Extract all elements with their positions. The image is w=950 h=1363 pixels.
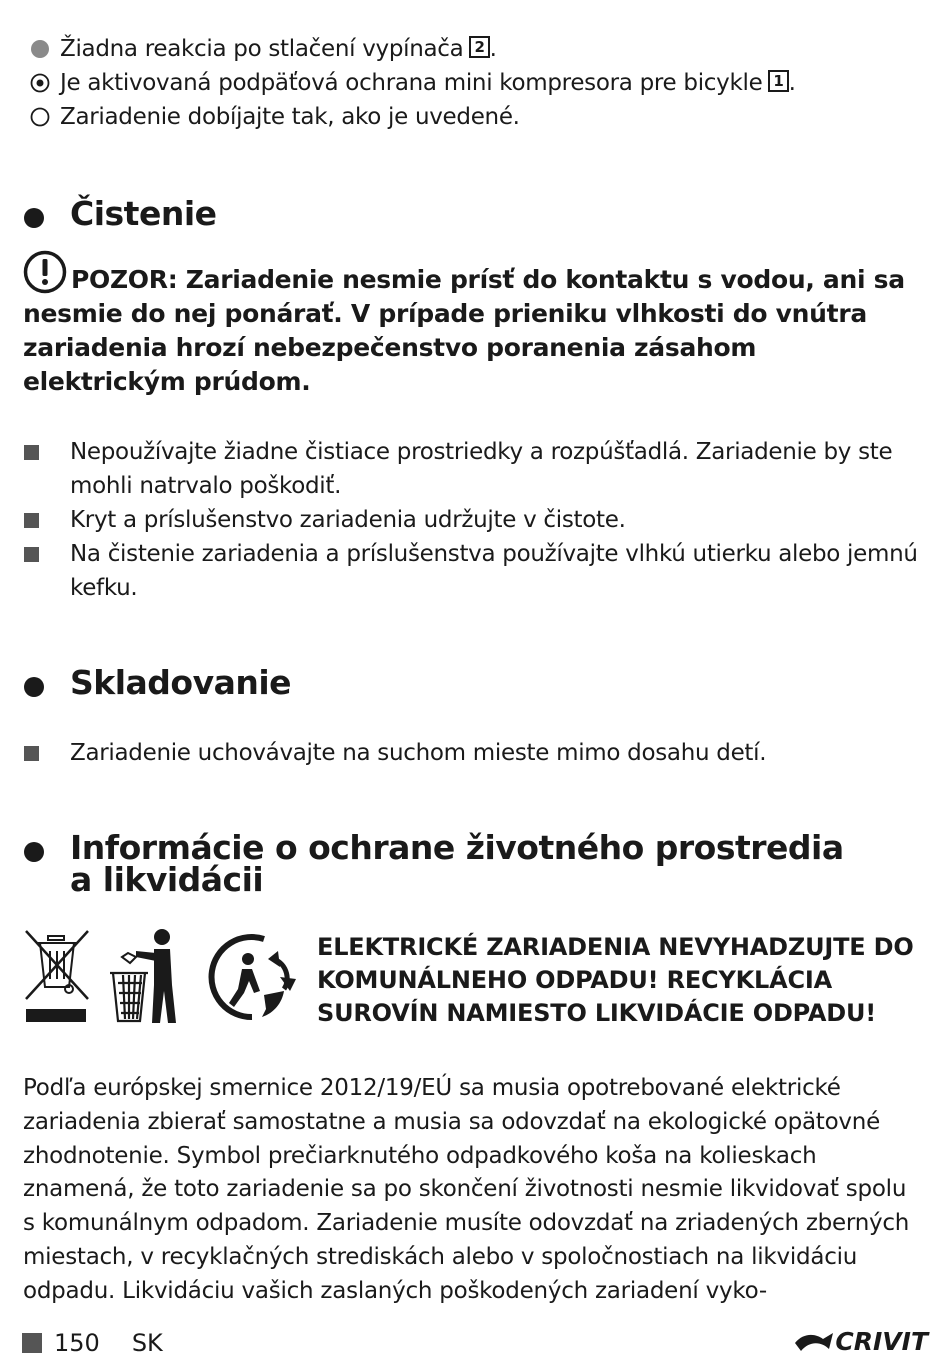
square-bullet [24,547,39,562]
brand-swoosh-icon [793,1329,835,1355]
disposal-notice-text: ELEKTRICKÉ ZARIADENIA NEVYHADZUJTE DO KOMUNÁLNEHO ODPADU! RECYKLÁCIA SUROVÍN NAMIESTO LIKVIDÁCIE ODPADU! [317,933,914,1027]
section-title: Skladovanie [70,663,292,702]
square-bullet [24,445,39,460]
list-item [24,537,924,605]
section-heading-storage [24,663,924,702]
punctuation: . [489,36,497,62]
list-item [24,503,924,537]
status-item [30,66,930,100]
crossed-out-wheelie-bin-icon [22,927,92,1025]
status-text: Je aktivovaná podpäťová ochrana mini kompresora pre bicykle [60,70,763,96]
recycling-notice [22,925,932,1035]
brand-name: CRIVIT [835,1327,928,1356]
section-title: Čistenie [70,194,217,233]
person-throwing-litter-in-bin-icon [106,927,186,1025]
square-bullet [22,1333,42,1353]
bullet-dot [24,208,44,228]
warning-text: POZOR: Zariadenie nesmie prísť do kontaktu s vodou, ani sa nesmie do nej ponárať. V prípade prieniku vlhkosti do vnútra zariadenia hrozí nebezpečenstvo poranenia zásahom elektrickým prúdom. [23,265,905,396]
status-text: Zariadenie dobíjajte tak, ako je uvedené. [60,104,520,130]
bullet-dot [24,677,44,697]
punctuation: . [788,70,796,96]
section-title [70,828,844,899]
disposal-paragraph: Podľa európskej smernice 2012/19/EÚ sa musia opotrebované elektrické zariadenia zbierať samostatne a musia sa odovzdať na ekologické opätovné zhodnotenie. Symbol prečiarknutého odpadkového koša na kolieskach znamená, že toto zariadenie sa po skončení životnosti nesmie likvidovať spolu s komunálnym odpadom. Zariadenie musíte odovzdať na zriadených zberných miestach, v recyklačných strediskách alebo v spoločnostiach na likvidáciu odpadu. Likvidáciu vašich zaslaných poškodených zariadení vyko- [23,1075,910,1304]
status-item [30,32,930,66]
list-item [24,435,924,503]
reference-number: 1 [768,70,788,92]
brand-logo [793,1327,928,1356]
list-item-text: Zariadenie uchovávajte na suchom mieste mimo dosahu detí. [70,740,767,766]
list-item-text: Nepoužívajte žiadne čistiace prostriedky a rozpúšťadlá. Zariadenie by ste mohli natrvalo poškodiť. [70,439,893,499]
exclamation-circle-icon [23,250,67,294]
section-title-line: Informácie o ochrane životného prostredia [70,828,844,867]
status-text: Žiadna reakcia po stlačení vypínača [60,36,464,62]
empty-circle-icon [30,107,50,127]
recycling-arrows-icon [204,929,300,1025]
section-heading-environment [24,828,924,899]
square-bullet [24,513,39,528]
page-footer [22,1325,932,1361]
list-item-text: Na čistenie zariadenia a príslušenstva používajte vlhkú utierku alebo jemnú kefku. [70,541,918,601]
storage-list [24,736,924,770]
reference-number: 2 [469,36,489,58]
list-item [24,736,924,770]
language-code: SK [131,1329,163,1357]
page-number: 150 [54,1329,100,1357]
section-title-line: a likvidácii [70,860,264,899]
filled-circle-icon [30,39,50,59]
section-heading-cleaning [24,194,924,233]
warning-notice [23,250,923,399]
dotted-circle-icon [30,73,50,93]
square-bullet [24,746,39,761]
bullet-dot [24,842,44,862]
cleaning-list [24,435,924,605]
status-list [30,32,930,134]
list-item-text: Kryt a príslušenstvo zariadenia udržujte v čistote. [70,507,626,533]
status-item [30,100,930,134]
